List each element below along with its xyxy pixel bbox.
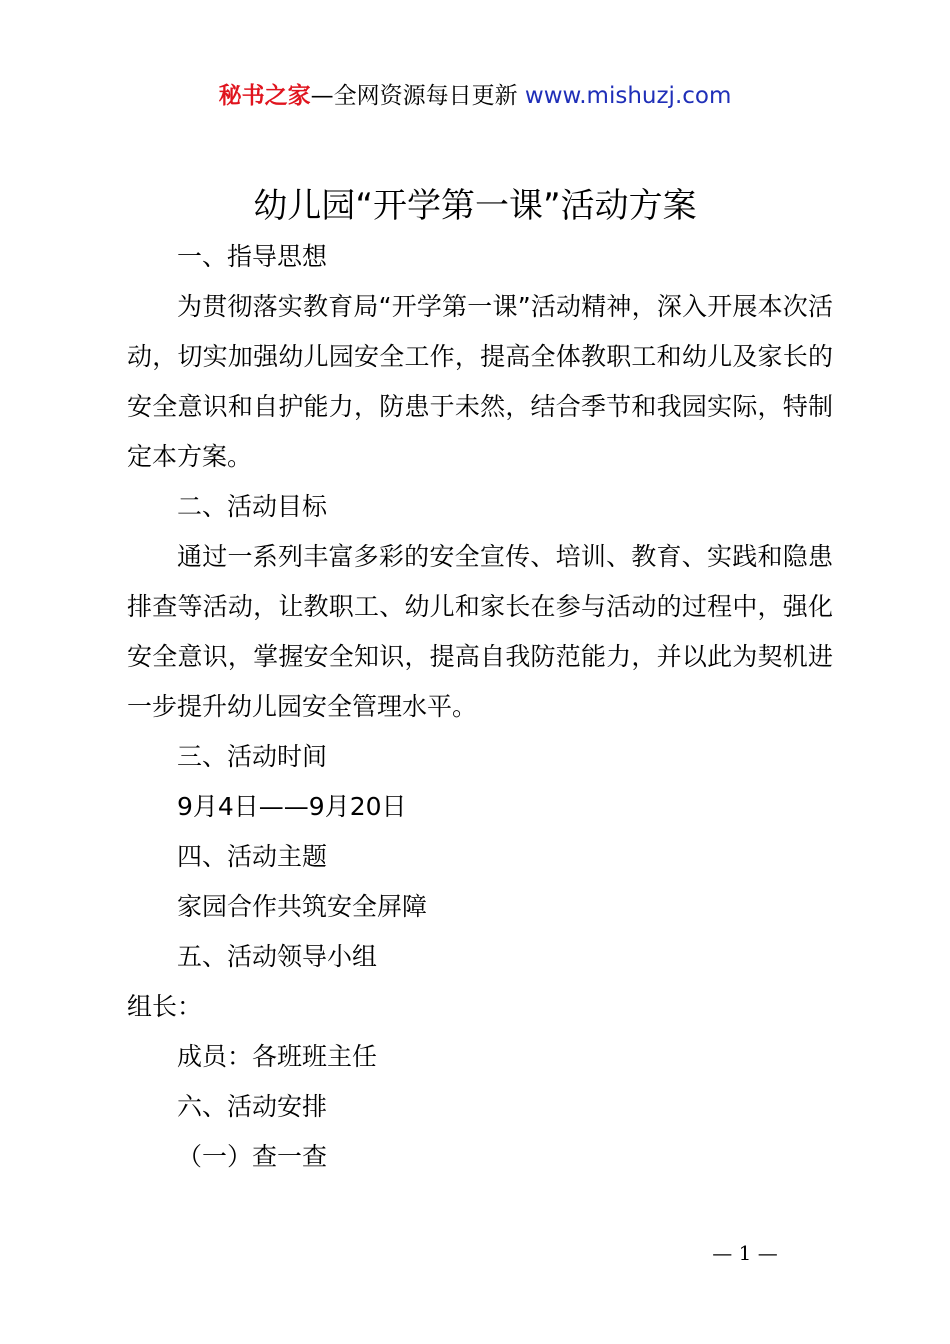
section-heading-leadership: 五、活动领导小组 bbox=[177, 942, 378, 971]
site-banner bbox=[0, 80, 950, 112]
section-heading-time: 三、活动时间 bbox=[177, 742, 328, 771]
document-body bbox=[127, 232, 833, 1182]
section-heading-arrangement: 六、活动安排 bbox=[177, 1092, 328, 1121]
site-tagline: —全网资源每日更新 bbox=[310, 83, 525, 109]
paragraph-leader: 组长： bbox=[127, 992, 203, 1021]
paragraph-theme: 家园合作共筑安全屏障 bbox=[177, 892, 428, 921]
paragraph-time: 9月4日——9月20日 bbox=[177, 792, 407, 821]
section-heading-goals: 二、活动目标 bbox=[177, 492, 328, 521]
section-heading-theme: 四、活动主题 bbox=[177, 842, 328, 871]
paragraph-members: 成员：各班班主任 bbox=[177, 1042, 378, 1071]
paragraph-guiding-thought: 为贯彻落实教育局“开学第一课”活动精神，深入开展本次活动，切实加强幼儿园安全工作，提高全体教职工和幼儿及家长的安全意识和自护能力，防患于未然，结合季节和我园实际，特制定本方案。 bbox=[127, 292, 833, 471]
site-url-link[interactable]: www.mishuzj.com bbox=[524, 83, 732, 109]
paragraph-goals: 通过一系列丰富多彩的安全宣传、培训、教育、实践和隐患排查等活动，让教职工、幼儿和家长在参与活动的过程中，强化安全意识，掌握安全知识，提高自我防范能力，并以此为契机进一步提升幼儿园安全管理水平。 bbox=[127, 542, 833, 721]
section-heading-guiding-thought: 一、指导思想 bbox=[177, 242, 328, 271]
document-title: 幼儿园“开学第一课”活动方案 bbox=[253, 186, 697, 226]
site-brand: 秘书之家 bbox=[218, 83, 311, 109]
page-number: — 1 — bbox=[712, 1241, 778, 1265]
subsection-heading-check: （一）查一查 bbox=[177, 1142, 328, 1171]
